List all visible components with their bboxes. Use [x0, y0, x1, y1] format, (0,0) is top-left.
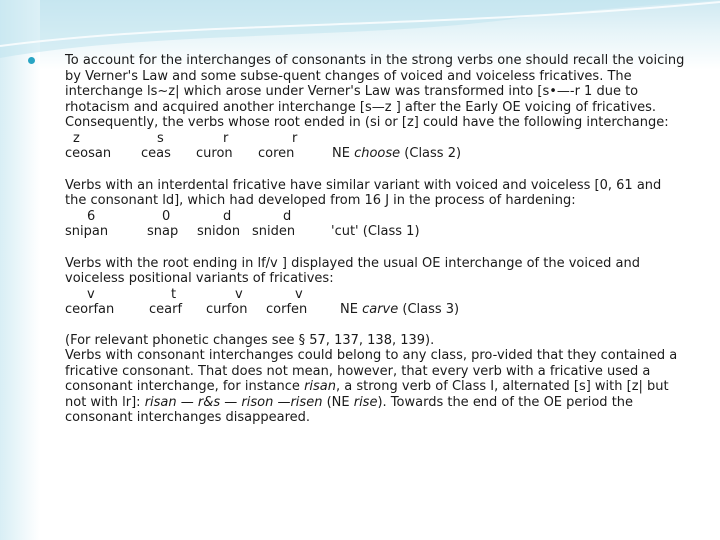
interchange-row-top: [65, 287, 686, 303]
conclusion-text: Verbs with consonant interchanges could belong to any class, pro-vided that they contained a fricative consonant. That does not mean, however, that every verb with a fricative used a consonant interchange, for instance: [65, 348, 678, 394]
verb-form: snap: [147, 224, 179, 239]
bullet-icon: [28, 57, 35, 64]
verb-form: sniden: [252, 224, 296, 239]
conclusion-example: rise: [353, 394, 378, 410]
gloss-prefix: NE: [340, 302, 363, 317]
interchange-sound: v: [235, 286, 243, 302]
verb-meaning: 'cut' (Class 1): [331, 224, 420, 239]
conclusion-text: (NE: [322, 394, 354, 410]
conclusion-example: risan — r&s — rison —risen: [144, 394, 323, 410]
interchange-sound: r: [223, 130, 229, 146]
interchange-sound: 6: [87, 208, 96, 224]
verb-form: corfen: [266, 302, 308, 317]
paragraph-reference: (For relevant phonetic changes see § 57, 137, 138, 139).: [65, 332, 435, 348]
interchange-sound: v: [295, 286, 303, 302]
interchange-sound: d: [223, 208, 232, 224]
verb-forms-row: [65, 224, 686, 240]
paragraph-intro: To account for the interchanges of consonants in the strong verbs one should recall the voicing by Verner's Law and some subse-quent changes of voiced and voiceless fricatives. The interchange ls~z| which arose under Verner's Law was transformed into [s•—-r 1 due to rhotacism and acquired another interchange [s—z ] after the Early OE voicing of fricatives. Consequently, the verbs whose root ended in (si or [z] could have the following interchange:: [65, 53, 685, 130]
interchange-sound: z: [73, 130, 80, 146]
verb-form: ceorfan: [65, 302, 115, 317]
verb-forms-row: [65, 146, 686, 162]
interchange-sound: 0: [162, 208, 171, 224]
interchange-sound: s: [157, 130, 164, 146]
paragraph-conclusion: [65, 348, 686, 426]
interchange-sound: r: [292, 130, 298, 146]
verb-form: curfon: [206, 302, 248, 317]
modern-english-gloss: [340, 302, 459, 318]
verb-form: curon: [196, 146, 233, 161]
conclusion-text: ). Towards the end of the OE period the consonant interchanges disappeared.: [65, 394, 634, 425]
verb-form: cearf: [149, 302, 183, 317]
gloss-word: choose: [354, 146, 401, 161]
left-gradient: [0, 0, 40, 540]
conclusion-text: , a strong verb of Class I, alternated [s] with [z| but not with lr]:: [65, 379, 669, 410]
gloss-prefix: NE: [332, 146, 355, 161]
verb-form: ceosan: [65, 146, 112, 161]
interchange-row-top: [65, 131, 686, 147]
interchange-row-top: [65, 209, 686, 225]
interchange-sound: t: [171, 286, 177, 302]
interchange-sound: d: [283, 208, 292, 224]
gloss-word: carve: [362, 302, 399, 317]
conclusion-example: risan: [304, 379, 337, 394]
paragraph-interdental: Verbs with an interdental fricative have similar variant with voiced and voiceless [0, 61 and the consonant ld], which had developed from 16 J in the process of hardening:: [65, 177, 662, 208]
gloss-class: (Class 2): [400, 146, 462, 161]
verb-form: snipan: [65, 224, 109, 239]
verb-form: ceas: [141, 146, 171, 161]
slide-content: [46, 53, 686, 426]
interchange-sound: v: [87, 286, 95, 302]
verb-form: coren: [258, 146, 295, 161]
paragraph-root-ending: Verbs with the root ending in lf/v ] displayed the usual OE interchange of the voiced and voiceless positional variants of fricatives:: [65, 255, 640, 286]
gloss-class: (Class 3): [398, 302, 460, 317]
modern-english-gloss: [332, 146, 461, 162]
verb-forms-row: [65, 302, 686, 318]
verb-form: snidon: [197, 224, 241, 239]
